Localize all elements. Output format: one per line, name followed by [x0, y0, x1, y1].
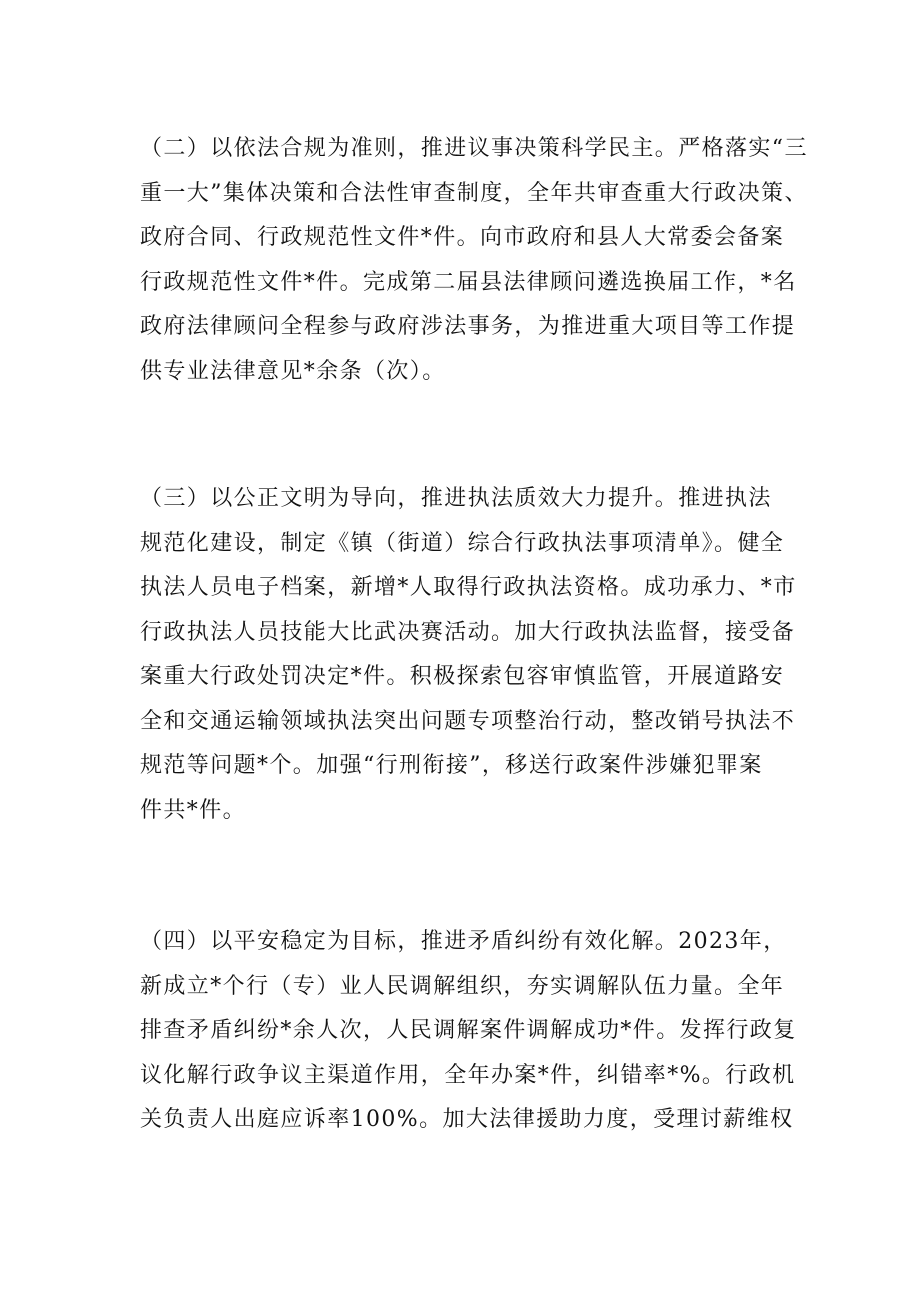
paragraph-line: （二）以依法合规为准则，推进议事决策科学民主。严格落实“三 [140, 136, 808, 161]
paragraph-dispute-resolution [140, 920, 797, 1143]
paragraph-line: 案重大行政处罚决定*件。积极探索包容审慎监管，开展道路安 [140, 664, 785, 689]
paragraph-line: 政府合同、行政规范性文件*件。向市政府和县人大常委会备案 [140, 225, 785, 250]
paragraph-line: 行政规范性文件*件。完成第二届县法律顾问遴选换届工作，*名 [140, 269, 797, 295]
paragraph-line: 关负责人出庭应诉率100%。加大法律援助力度，受理讨薪维权 [140, 1107, 794, 1132]
paragraph-decision-making [140, 127, 808, 394]
paragraph-line: （三）以公正文明为导向，推进执法质效大力提升。推进执法 [140, 486, 772, 511]
paragraph-line: 议化解行政争议主渠道作用，全年办案*件，纠错率*%。行政机 [140, 1062, 796, 1088]
paragraph-line: 规范等问题*个。加强“行刑衔接”，移送行政案件涉嫌犯罪案 [140, 753, 763, 778]
paragraph-law-enforcement [140, 477, 797, 833]
paragraph-line: （四）以平安稳定为目标，推进矛盾纠纷有效化解。2023年， [140, 929, 787, 954]
paragraph-line: 重一大”集体决策和合法性审查制度，全年共审查重大行政决策、 [140, 180, 808, 206]
paragraph-line: 件共*件。 [140, 797, 247, 823]
paragraph-line: 行政执法人员技能大比武决赛活动。加大行政执法监督，接受备 [140, 619, 796, 645]
paragraph-line: 排查矛盾纠纷*余人次，人民调解案件调解成功*件。发挥行政复 [140, 1018, 797, 1043]
paragraph-line: 执法人员电子档案，新增*人取得行政执法资格。成功承力、*市 [140, 575, 797, 600]
paragraph-line: 新成立*个行（专）业人民调解组织，夯实调解队伍力量。全年 [140, 973, 785, 999]
paragraph-line: 政府法律顾问全程参与政府涉法事务，为推进重大项目等工作提 [140, 314, 796, 339]
paragraph-line: 规范化建设，制定《镇（街道）综合行政执法事项清单》。健全 [140, 530, 785, 556]
paragraph-line: 全和交通运输领域执法突出问题专项整治行动，整改销号执法不 [140, 708, 796, 734]
paragraph-line: 供专业法律意见*余条（次）。 [140, 358, 446, 384]
